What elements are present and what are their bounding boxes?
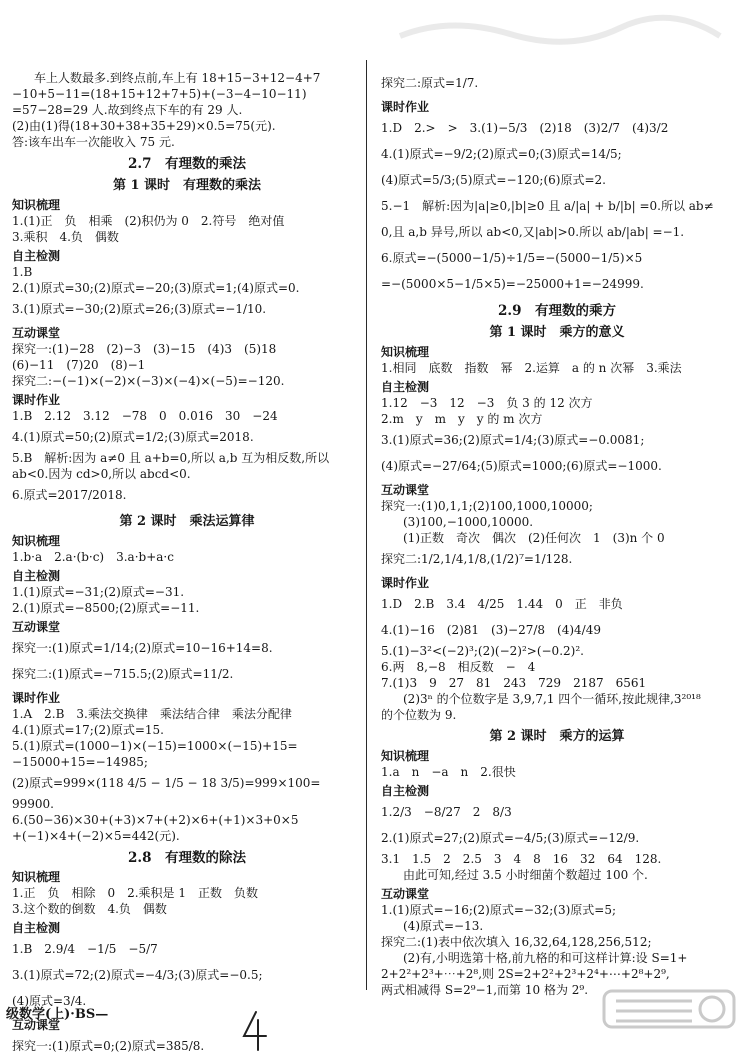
text-line: (2)3ⁿ 的个位数字是 3,9,7,1 四个一循环,按此规律,3²⁰¹⁸ — [403, 692, 701, 706]
text-line: (4)原式=−13. — [403, 919, 484, 933]
bleed-through-mark — [390, 6, 730, 58]
text-line: 2.(1)原式=27;(2)原式=−4/5;(3)原式=−12/9. — [381, 831, 640, 845]
section-heading: 课时作业 — [12, 691, 61, 705]
text-line: 5.B 解析:因为 a≠0 且 a+b=0,所以 a,b 互为相反数,所以 — [12, 451, 330, 465]
lesson-title: 第 1 课时 乘方的意义 — [489, 325, 625, 340]
text-line: 3.(1)原式=−30;(2)原式=26;(3)原式=−1/10. — [12, 302, 267, 316]
text-line: 3.1 1.5 2 2.5 3 4 8 16 32 64 128. — [381, 852, 662, 866]
text-line: 2+2²+2³+⋯+2⁸,则 2S=2+2²+2³+2⁴+⋯+2⁸+2⁹, — [381, 967, 670, 981]
text-line: 99900. — [12, 797, 54, 811]
text-line: 探究一:(1)−28 (2)−3 (3)−15 (4)3 (5)18 — [12, 342, 277, 356]
text-line: (4)原式=5/3;(5)原式=−120;(6)原式=2. — [381, 173, 606, 187]
text-line: =−(5000×5−1/5×5)=−25000+1=−24999. — [381, 277, 644, 291]
text-line: 3.这个数的倒数 4.负 偶数 — [12, 902, 167, 916]
section-title-2-9: 2.9 有理数的乘方 — [498, 303, 616, 319]
section-heading: 自主检测 — [381, 380, 430, 394]
text-line: −10+5−11=(18+15+12+7+5)+(−3−4−10−11) — [12, 87, 307, 101]
text-line: 5.−1 解析:因为|a|≥0,|b|≥0 且 a/|a| + b/|b| =0.所以 ab≠ — [381, 199, 714, 213]
watermark-logo-icon — [600, 985, 740, 1050]
text-line: 5.(1)−3²<(−2)³;(2)(−2)²>(−0.2)². — [381, 644, 584, 658]
text-line: 探究二:(1)表中依次填入 16,32,64,128,256,512; — [381, 935, 652, 949]
text-line: 2.(1)原式=−8500;(2)原式=−11. — [12, 601, 200, 615]
text-line: 探究二:1/2,1/4,1/8,(1/2)⁷=1/128. — [381, 552, 573, 566]
handwritten-mark-icon — [238, 1010, 270, 1052]
text-line: 2.m y m y y 的 m 次方 — [381, 412, 543, 426]
text-line: 1.(1)原式=−16;(2)原式=−32;(3)原式=5; — [381, 903, 617, 917]
section-heading: 自主检测 — [12, 921, 61, 935]
text-line: 探究一:(1)0,1,1;(2)100,1000,10000; — [381, 499, 593, 513]
text-line: 5.(1)原式=(1000−1)×(−15)=1000×(−15)+15= — [12, 739, 298, 753]
text-line: (2)由(1)得(18+30+38+35+29)×0.5=75(元). — [12, 119, 276, 133]
section-heading: 互动课堂 — [12, 620, 61, 634]
text-line: ab<0.因为 cd>0,所以 abcd<0. — [12, 467, 191, 481]
text-line: −15000+15=−14985; — [12, 755, 148, 769]
text-line: 6.(50−36)×30+(+3)×7+(+2)×6+(+1)×3+0×5 — [12, 813, 299, 827]
text-line: 0,且 a,b 异号,所以 ab<0,又|ab|>0.所以 ab/|ab| =−1. — [381, 225, 685, 239]
text-line: (1)正数 奇次 偶次 (2)任何次 1 (3)n 个 0 — [403, 531, 665, 545]
text-line: 4.(1)原式=−9/2;(2)原式=0;(3)原式=14/5; — [381, 147, 622, 161]
section-heading: 互动课堂 — [12, 326, 61, 340]
page-footer: 级数学(上)·BS— — [6, 1007, 109, 1022]
text-line: 探究二:(1)原式=−715.5;(2)原式=11/2. — [12, 667, 234, 681]
column-divider — [366, 60, 367, 990]
text-line: 7.(1)3 9 27 81 243 729 2187 6561 — [381, 676, 647, 690]
text-line: (6)−11 (7)20 (8)−1 — [12, 358, 146, 372]
section-heading: 知识梳理 — [381, 749, 430, 763]
text-line: 两式相减得 S=2⁹−1,而第 10 格为 2⁹. — [381, 983, 589, 997]
section-heading: 自主检测 — [12, 249, 61, 263]
section-heading: 课时作业 — [12, 393, 61, 407]
section-title-2-7: 2.7 有理数的乘法 — [128, 156, 246, 172]
text-line: 4.(1)原式=50;(2)原式=1/2;(3)原式=2018. — [12, 430, 254, 444]
text-line: 1.B 2.9/4 −1/5 −5/7 — [12, 942, 158, 956]
section-heading: 自主检测 — [12, 569, 61, 583]
section-heading: 知识梳理 — [12, 870, 61, 884]
text-line: 探究二:原式=1/7. — [381, 76, 479, 90]
section-heading: 互动课堂 — [381, 887, 430, 901]
lesson-title: 第 2 课时 乘法运算律 — [119, 514, 255, 529]
text-line: 1.a n −a n 2.很快 — [381, 765, 516, 779]
text-line: 4.(1)−16 (2)81 (3)−27/8 (4)4/49 — [381, 623, 601, 637]
text-line: 1.正 负 相除 0 2.乘积是 1 正数 负数 — [12, 886, 258, 900]
right-column — [381, 70, 733, 998]
left-column — [12, 70, 362, 1059]
lesson-title: 第 1 课时 有理数的乘法 — [112, 178, 262, 193]
section-heading: 知识梳理 — [12, 198, 61, 212]
text-line: (4)原式=−27/64;(5)原式=1000;(6)原式=−1000. — [381, 459, 662, 473]
text-line: (2)原式=999×(118 4/5 − 1/5 − 18 3/5)=999×100= — [12, 776, 321, 790]
text-line: +(−1)×4+(−2)×5=442(元). — [12, 829, 180, 843]
section-heading: 课时作业 — [381, 576, 430, 590]
text-line: (4)原式=3/4. — [12, 994, 87, 1008]
section-title-2-8: 2.8 有理数的除法 — [128, 850, 246, 866]
text-line: (3)100,−1000,10000. — [403, 515, 534, 529]
text-line: 答:该车出车一次能收入 75 元. — [12, 135, 175, 149]
text-line: =57−28=29 人.故到终点下车的有 29 人. — [12, 103, 243, 117]
text-line: 1.12 −3 12 −3 负 3 的 12 次方 — [381, 396, 593, 410]
text-line: 1.(1)正 负 相乘 (2)积仍为 0 2.符号 绝对值 — [12, 214, 285, 228]
text-line: 3.乘积 4.负 偶数 — [12, 230, 119, 244]
lesson-title: 第 2 课时 乘方的运算 — [489, 729, 625, 744]
section-heading: 互动课堂 — [12, 1018, 61, 1032]
section-heading: 自主检测 — [381, 784, 430, 798]
text-line: 探究二:−(−1)×(−2)×(−3)×(−4)×(−5)=−120. — [12, 374, 285, 388]
text-line: 1.2/3 −8/27 2 8/3 — [381, 805, 512, 819]
text-line: 1.相同 底数 指数 幂 2.运算 a 的 n 次幂 3.乘法 — [381, 361, 682, 375]
text-line: 6.两 8,−8 相反数 − 4 — [381, 660, 536, 674]
text-line: 的个位数为 9. — [381, 708, 457, 722]
section-heading: 课时作业 — [381, 100, 430, 114]
text-line: 探究一:(1)原式=0;(2)原式=385/8. — [12, 1039, 205, 1053]
section-heading: 知识梳理 — [12, 534, 61, 548]
text-line: 由此可知,经过 3.5 小时细菌个数超过 100 个. — [403, 868, 648, 882]
text-line: 1.B 2.12 3.12 −78 0 0.016 30 −24 — [12, 409, 278, 423]
text-line: 2.(1)原式=30;(2)原式=−20;(3)原式=1;(4)原式=0. — [12, 281, 300, 295]
text-line: 1.b·a 2.a·(b·c) 3.a·b+a·c — [12, 550, 174, 564]
text-line: 1.B — [12, 265, 33, 279]
text-line: 1.D 2.> > 3.(1)−5/3 (2)18 (3)2/7 (4)3/2 — [381, 121, 669, 135]
text-line: 3.(1)原式=36;(2)原式=1/4;(3)原式=−0.0081; — [381, 433, 645, 447]
section-heading: 互动课堂 — [381, 483, 430, 497]
text-line: (2)有,小明选第十格,前九格的和可这样计算:设 S=1+ — [403, 951, 688, 965]
text-line: 1.A 2.B 3.乘法交换律 乘法结合律 乘法分配律 — [12, 707, 292, 721]
text-line: 车上人数最多.到终点前,车上有 18+15−3+12−4+7 — [34, 71, 321, 85]
text-line: 3.(1)原式=72;(2)原式=−4/3;(3)原式=−0.5; — [12, 968, 263, 982]
text-line: 探究一:(1)原式=1/14;(2)原式=10−16+14=8. — [12, 641, 273, 655]
text-line: 1.(1)原式=−31;(2)原式=−31. — [12, 585, 185, 599]
section-heading: 知识梳理 — [381, 345, 430, 359]
text-line: 4.(1)原式=17;(2)原式=15. — [12, 723, 164, 737]
text-line: 6.原式=−(5000−1/5)÷1/5=−(5000−1/5)×5 — [381, 251, 643, 265]
text-line: 6.原式=2017/2018. — [12, 488, 127, 502]
text-line: 1.D 2.B 3.4 4/25 1.44 0 正 非负 — [381, 597, 623, 611]
